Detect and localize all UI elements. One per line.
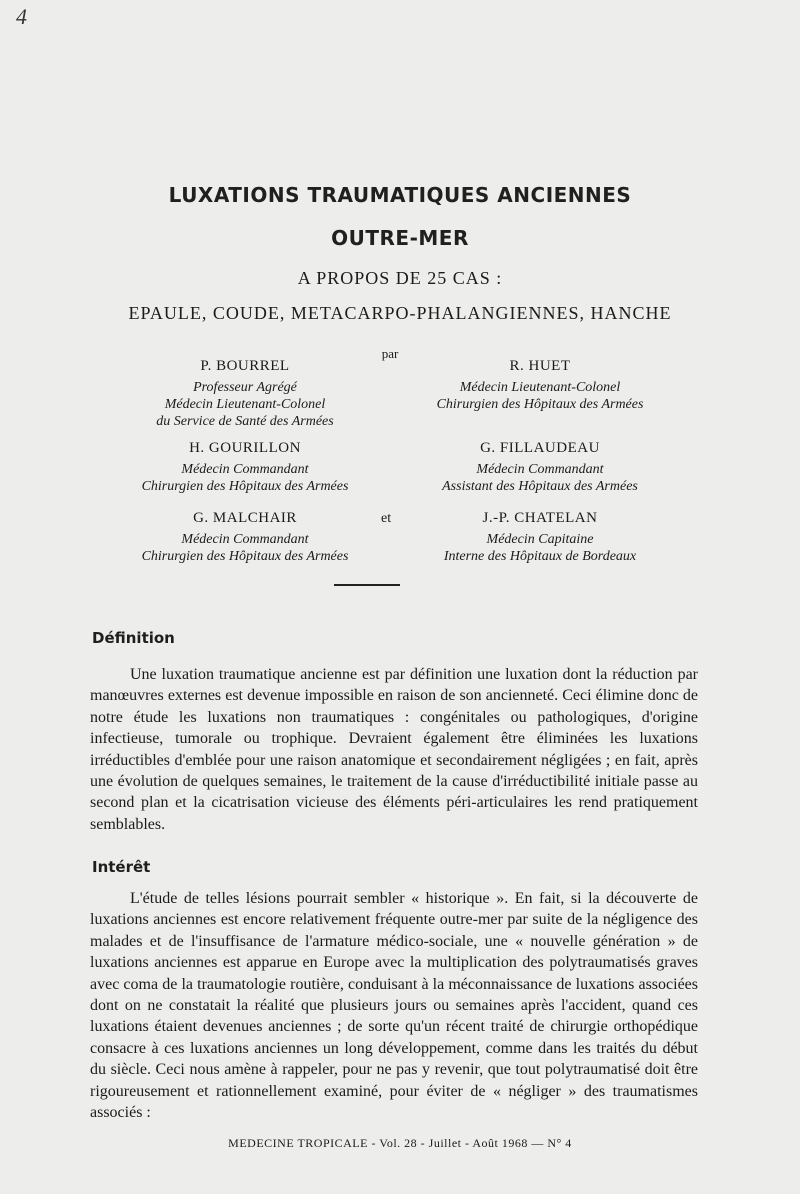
author-role: Médecin Commandant — [476, 462, 604, 477]
author-role: Médecin Capitaine — [486, 532, 594, 547]
section-body-definition — [90, 664, 698, 835]
article-subtitle-line1: A PROPOS DE 25 CAS : — [297, 268, 503, 288]
author-name: G. MALCHAIR — [193, 510, 297, 526]
author-role: Professeur Agrégé — [193, 380, 297, 395]
author-role: Médecin Lieutenant-Colonel — [459, 380, 621, 395]
author-name: P. BOURREL — [200, 358, 290, 374]
handwritten-page-mark: 4 — [16, 4, 27, 29]
section-heading-definition: Définition — [92, 629, 175, 647]
author-gourillon — [110, 440, 380, 495]
article-subtitle-line2: EPAULE, COUDE, METACARPO-PHALANGIENNES, HANCHE — [128, 303, 672, 323]
author-name: G. FILLAUDEAU — [480, 440, 600, 456]
article-title-line1: LUXATIONS TRAUMATIQUES ANCIENNES — [168, 183, 632, 207]
paragraph: L'étude de telles lésions pourrait sembler « historique ». En fait, si la découverte de luxations anciennes est encore relativement fréquente outre-mer par suite de la négligence des malades et de l'insuffisance de l'armature médico-sociale, une « nouvelle génération » de luxations anciennes est apparue en Europe avec la multiplication des polytraumatisés graves avec coma de la traumatologie routière, conduisant à la méconnaissance de luxations associées dont on ne constatait la réalité que plusieurs jours ou semaines après l'accident, quand ces luxations étaient devenues anciennes ; de sorte qu'un récent traité de chirurgie orthopédique consacre à ces luxations anciennes un long développement, comme dans les traités du début du siècle. Ceci nous amène à rappeler, pour ne pas y revenir, que tout polytraumatisé doit être rigoureusement et rationnellement examiné, pour éviter de « négliger » des traumatismes associés : — [90, 890, 698, 1122]
author-role: Médecin Commandant — [181, 462, 309, 477]
author-role: Chirurgien des Hôpitaux des Armées — [141, 549, 349, 564]
by-label: par — [381, 346, 399, 361]
author-role: Chirurgien des Hôpitaux des Armées — [141, 479, 349, 494]
author-fillaudeau — [400, 440, 680, 495]
author-name: R. HUET — [509, 358, 571, 374]
paragraph: Une luxation traumatique ancienne est par définition une luxation dont la réduction par manœuvres externes est devenue impossible en raison de son ancienneté. Ceci élimine donc de notre étude les luxations non traumatiques : congénitales ou pathologiques, d'origine infectieuse, tumorale ou trophique. Devraient également être éliminées les luxations irréductibles d'emblée pour une raison anatomique et secondairement négligées ; en fait, après une évolution de quelques semaines, le traitement de la cause d'irréductibilité initiale passe au second plan et la cicatrisation vicieuse des éléments péri-articulaires les rend pratiquement semblables. — [90, 666, 698, 833]
author-bourrel — [110, 358, 380, 430]
author-role: du Service de Santé des Armées — [156, 414, 334, 429]
section-heading-interet: Intérêt — [92, 858, 151, 876]
author-role: Interne des Hôpitaux de Bordeaux — [443, 549, 637, 564]
article-title-line2: OUTRE-MER — [331, 226, 469, 250]
and-label: et — [381, 511, 392, 526]
separator-rule — [334, 584, 400, 586]
author-chatelan — [400, 510, 680, 565]
author-role: Médecin Lieutenant-Colonel — [164, 397, 326, 412]
author-name: H. GOURILLON — [189, 440, 301, 456]
author-role: Médecin Commandant — [181, 532, 309, 547]
journal-footer: MEDECINE TROPICALE - Vol. 28 - Juillet - Août 1968 — N° 4 — [228, 1136, 572, 1150]
author-role: Chirurgien des Hôpitaux des Armées — [436, 397, 644, 412]
section-body-interet — [90, 888, 698, 1123]
author-role: Assistant des Hôpitaux des Armées — [442, 479, 638, 494]
author-name: J.-P. CHATELAN — [482, 510, 598, 526]
author-malchair — [110, 510, 380, 565]
author-huet — [400, 358, 680, 413]
